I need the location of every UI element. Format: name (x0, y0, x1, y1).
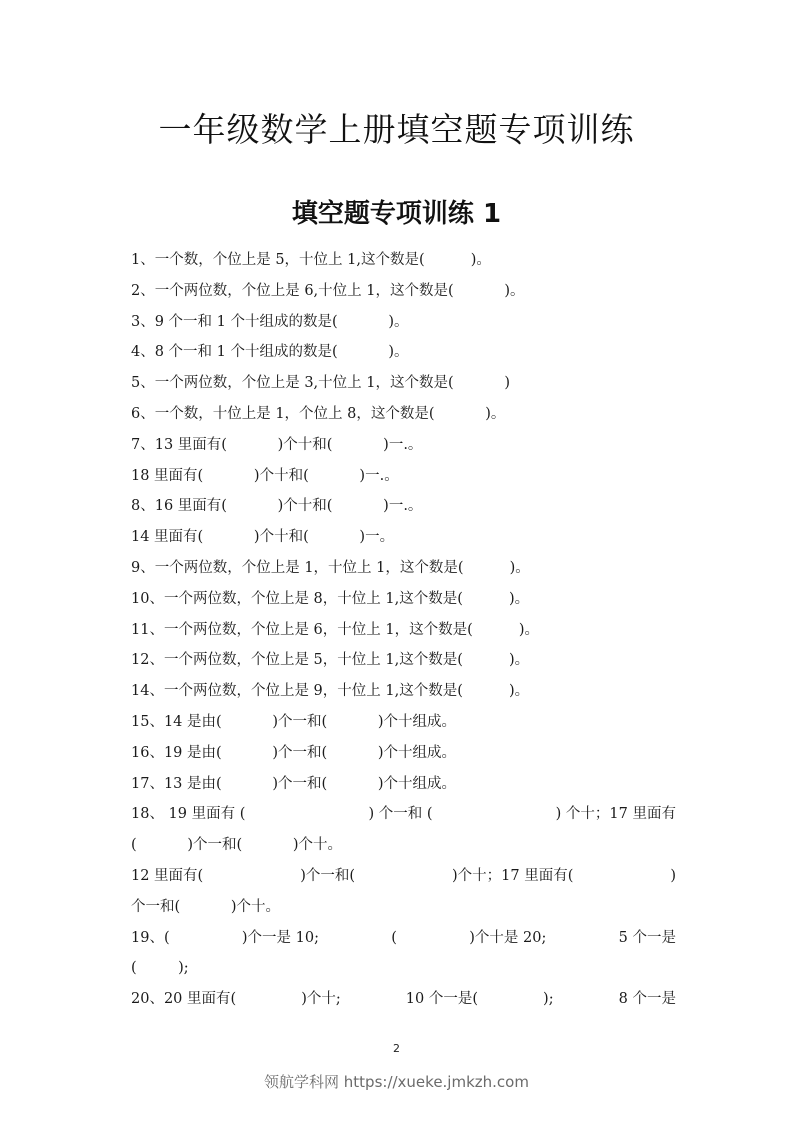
question-line: 10、一个两位数，个位上是 8，十位上 1,这个数是( )。 (131, 590, 530, 607)
question-line: 3、9 个一和 1 个十组成的数是( )。 (131, 313, 409, 330)
text-segment: 12 里面有( (131, 867, 204, 884)
question-20-line-1 (131, 984, 676, 1015)
question-list (131, 245, 676, 1015)
text-segment: )个十是 20; (469, 929, 547, 946)
page-number: 2 (393, 1042, 400, 1055)
question-line: 18 里面有( )个十和( )一.。 (131, 467, 399, 484)
text-segment: )个十；17 里面有( (451, 867, 574, 884)
question-18-line-1 (131, 799, 676, 830)
text-segment: 19、( (131, 929, 170, 946)
question-line: 12、一个两位数，个位上是 5，十位上 1,这个数是( )。 (131, 652, 530, 669)
question-line: 4、8 个一和 1 个十组成的数是( )。 (131, 344, 409, 361)
question-line: 8、16 里面有( )个十和( )一.。 (131, 498, 423, 515)
question-line: 7、13 里面有( )个十和( )一.。 (131, 436, 423, 453)
section-title: 填空题专项训练 1 (291, 199, 502, 229)
question-line: 14、一个两位数，个位上是 9，十位上 1,这个数是( )。 (131, 683, 530, 700)
text-segment: 10 个一是( (405, 991, 478, 1008)
question-line: 2、一个两位数，个位上是 6,十位上 1，这个数是( )。 (131, 282, 525, 299)
question-line: 1、一个数，个位上是 5，十位上 1,这个数是( )。 (131, 252, 491, 268)
text-segment: )个一和( (300, 867, 356, 884)
text-segment: 18、 19 里面有 ( (131, 806, 246, 823)
question-19-line-2: ( ); (131, 960, 189, 977)
text-segment: 5 个一是 (618, 929, 676, 946)
question-19-line-1 (131, 923, 676, 954)
text-segment: )个十; (301, 991, 341, 1008)
text-segment: ( (391, 929, 397, 946)
question-line: 9、一个两位数，个位上是 1，十位上 1，这个数是( )。 (131, 559, 530, 576)
question-line: 5、一个两位数，个位上是 3,十位上 1，这个数是( ) (131, 375, 511, 392)
question-line: 14 里面有( )个十和( )一。 (131, 529, 395, 546)
question-line: 11、一个两位数，个位上是 6，十位上 1，这个数是( )。 (131, 621, 540, 638)
question-line: 16、19 是由( )个一和( )个十组成。 (131, 744, 457, 761)
text-segment: )个一是 10; (241, 929, 319, 946)
text-segment: 20、20 里面有( (131, 991, 237, 1008)
question-line: 15、14 是由( )个一和( )个十组成。 (131, 713, 457, 730)
page-title: 一年级数学上册填空题专项训练 (158, 110, 635, 149)
question-18-line-3 (131, 861, 676, 892)
text-segment: ) (670, 867, 676, 884)
text-segment: ) 个一和 ( (368, 806, 433, 823)
text-segment: ) 个十；17 里面有 (555, 806, 676, 823)
question-line: 17、13 是由( )个一和( )个十组成。 (131, 775, 457, 792)
text-segment: ); (543, 991, 554, 1008)
watermark-footer: 领航学科网 https://xueke.jmkzh.com (264, 1073, 529, 1091)
question-18-line-2: ( )个一和( )个十。 (131, 837, 343, 854)
question-line: 6、一个数，十位上是 1，个位上 8，这个数是( )。 (131, 405, 506, 422)
text-segment: 8 个一是 (618, 991, 676, 1008)
question-18-line-4: 个一和( )个十。 (131, 898, 281, 915)
